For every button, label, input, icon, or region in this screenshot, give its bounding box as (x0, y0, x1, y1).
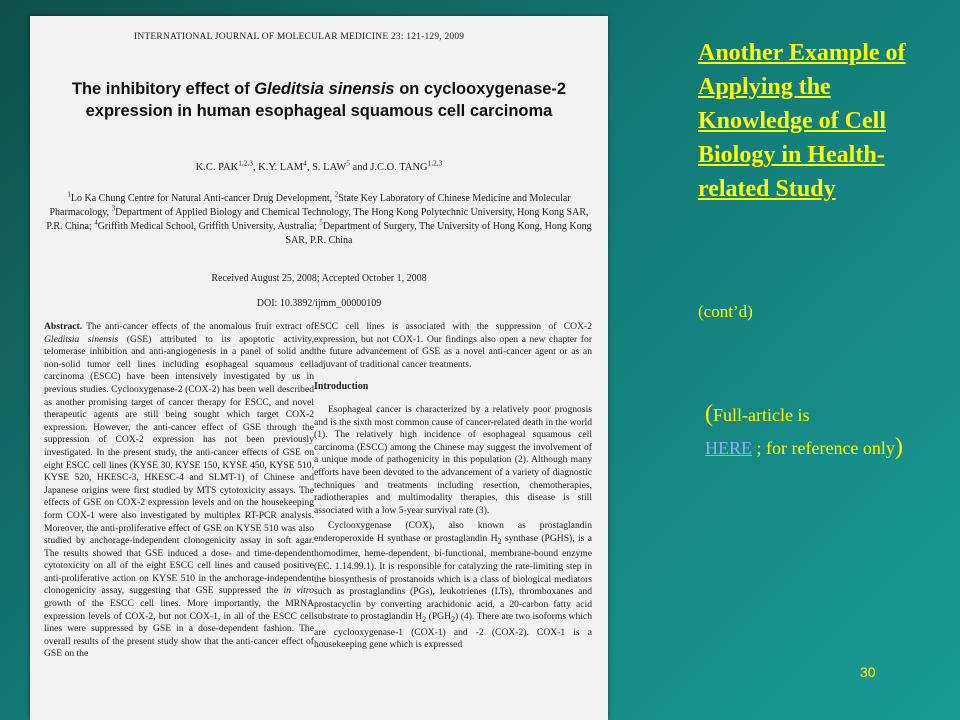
abstract-label: Abstract. (44, 321, 83, 332)
affil-3: Department of Applied Biology and Chemical Technology, The Hong Kong Polytechnic University, Hong Kong SAR, P.R. China; (46, 207, 589, 232)
affil-1-num: 1 (67, 190, 71, 199)
note-open-paren: ( (705, 401, 713, 427)
doi: DOI: 10.3892/ijmm_00000109 (256, 298, 382, 309)
intro-p2-sub-3: 2 (451, 615, 456, 625)
page-number: 30 (860, 664, 876, 680)
affil-4-num: 4 (94, 218, 98, 227)
affil-5-num: 5 (319, 218, 323, 227)
title-line2: expression in human esophageal squamous cell carcinoma (85, 102, 553, 120)
slide-title: Another Example of Applying the Knowledge of Cell Biology in Health-related Study (698, 40, 906, 202)
author-3: , S. LAW (306, 162, 347, 173)
title-part1: The inhibitory effect of (71, 80, 255, 98)
intro-p2-part-b: synthase (PGHS), is a homodimer, heme-dependent, bi-functional, membrane-bound enzyme (EC. 1.14.99.1). It is responsible for catalyzing the rate-limiting step in the biosynthesis of prostanoids which is a class of biological mediators such as prostaglandins (PGs), leukotrienes (LTs), thromboxanes and prostacyclin by converting arachidonic acid, a 20-carbon fatty acid substrate to prostaglandin H (314, 532, 592, 623)
introduction-heading: Introduction (314, 381, 369, 393)
affil-3-num: 3 (111, 204, 116, 213)
article-page-image (30, 16, 608, 720)
abstract-column (44, 321, 314, 661)
abstract-species: Gleditsia sinensis (44, 333, 119, 345)
full-article-link[interactable]: HERE (705, 438, 752, 458)
affiliations (44, 192, 594, 248)
right-text-column (314, 321, 592, 652)
full-article-note (705, 398, 905, 464)
intro-p2-sub-1: 2 (497, 536, 502, 546)
slide-subtitle: (cont’d) (698, 302, 753, 321)
intro-paragraph-1: Esophageal cancer is characterized by a relatively poor prognosis and is the sixth most common cause of cancer-related death in the world (1). The relatively high incidence of esophageal squamous cell carcinoma (ESCC) among the Chinese may suggest the involvement of a unique mode of pathogenicity in this population (2). Although many efforts have been devoted to the advancement of a variety of diagnostic techniques and treatments including resection, chemotherapies, radiotherapies and multimodality therapies, this disease is still associated with a low 5-year survival rate (3). (314, 403, 592, 516)
abstract-part2: (GSE) attributed to its apoptotic activity, telomerase inhibition and anti-angiogenesis in a panel of solid and non-solid tumor cell lines including esophageal squamous cell carcinoma (ESCC) have been intensively investigated by us in previous studies. Cyclooxygenase-2 (COX-2) has been well described as another promising target of cancer therapy for ESCC, and novel therapeutic agents are still being sought which target COX-2 expression. However, the anti-cancer effect of GSE through the suppression of COX-2 expression has not been previously investigated. In the present study, the anti-cancer effects of GSE on eight ESCC cell lines (KYSE 30, KYSE 150, KYSE 450, KYSE 510, KYSE 520, HKESC-3, HKESC-4 and SLMT-1) of Chinese and Japanese origins were first studied by MTS cytotoxicity assays. The effects of GSE on COX-2 expression levels and on the housekeeping form COX-1 were also investigated by multiplex RT-PCR analysis. Moreover, the anti-proliferative effect of GSE on KYSE 510 was also studied by anchorage-independent clonogenicity assay in soft agar. The results showed that GSE induced a dose- and time-dependent cytotoxicity on all of the eight ESCC cell lines and caused positive anti-proliferative action on KYSE 510 in the anchorage-independent clonogenicity assay, suggesting that GSE suppressed the (44, 333, 314, 597)
author-4-affil: 1,2,3 (427, 158, 443, 168)
intro-paragraph-2 (314, 520, 592, 652)
author-1: K.C. PAK (195, 162, 239, 173)
affil-4: Griffith Medical School, Griffith University, Australia; (97, 221, 320, 232)
affil-1: Lo Ka Chung Centre for Natural Anti-cancer Drug Development, (70, 193, 335, 204)
abstract-part1: The anti-cancer effects of the anomalous fruit extract of (82, 321, 314, 332)
title-part2: on cyclooxygenase-2 (394, 80, 567, 98)
author-2: , K.Y. LAM (252, 162, 304, 173)
article-title (30, 78, 608, 122)
abstract-text (44, 321, 314, 661)
intro-p2-sub-2: 2 (422, 615, 427, 625)
author-2-affil: 4 (303, 158, 307, 168)
intro-p2-part-d: ) (4). There are two isoforms which are cyclooxygenase-1 (COX-1) and -2 (COX-2). COX-1 is a housekeeping gene which is expressed (314, 611, 592, 651)
author-list (30, 158, 608, 173)
affil-2-num: 2 (334, 190, 339, 199)
abstract-invitro: in vitro (283, 585, 315, 597)
intro-p2-part-c: (PGH (426, 611, 452, 623)
author-3-affil: 5 (346, 158, 350, 168)
note-close-paren: ) (894, 434, 903, 460)
note-text-1: Full-article is (713, 405, 810, 425)
abstract-part3: growth of the ESCC cell lines. More importantly, the MRNA expression levels of COX-2, but not COX-1, in all of the ESCC cell lines were suppressed by GSE in a dose-dependent fashion. The overall results of the present study show that the anti-cancer effect of GSE on the (44, 598, 314, 660)
abstract-continued: ESCC cell lines is associated with the suppression of COX-2 expression, but not COX-1. Our findings also open a new chapter for the future advancement of GSE as a novel anti-cancer agent or as an adjuvant of traditional cancer treatments. (314, 321, 592, 370)
author-1-affil: 1,2,3 (238, 158, 253, 168)
affil-5: Department of Surgery, The University of Hong Kong, Hong Kong SAR, P.R. China (285, 221, 592, 246)
affil-2: State Key Laboratory of Chinese Medicine and Molecular Pharmacology, (49, 193, 571, 218)
received-dates: Received August 25, 2008; Accepted October 1, 2008 (211, 273, 427, 284)
intro-p2-part-a: Cyclooxygenase (COX), also known as prostaglandin enderoperoxide H synthase or prostaglandin H (314, 520, 592, 544)
note-text-2: ; for reference only (752, 438, 895, 458)
author-4: and J.C.O. TANG (349, 162, 428, 173)
title-species: Gleditsia sinensis (254, 80, 395, 98)
journal-header: INTERNATIONAL JOURNAL OF MOLECULAR MEDICINE 23: 121-129, 2009 (134, 32, 465, 42)
